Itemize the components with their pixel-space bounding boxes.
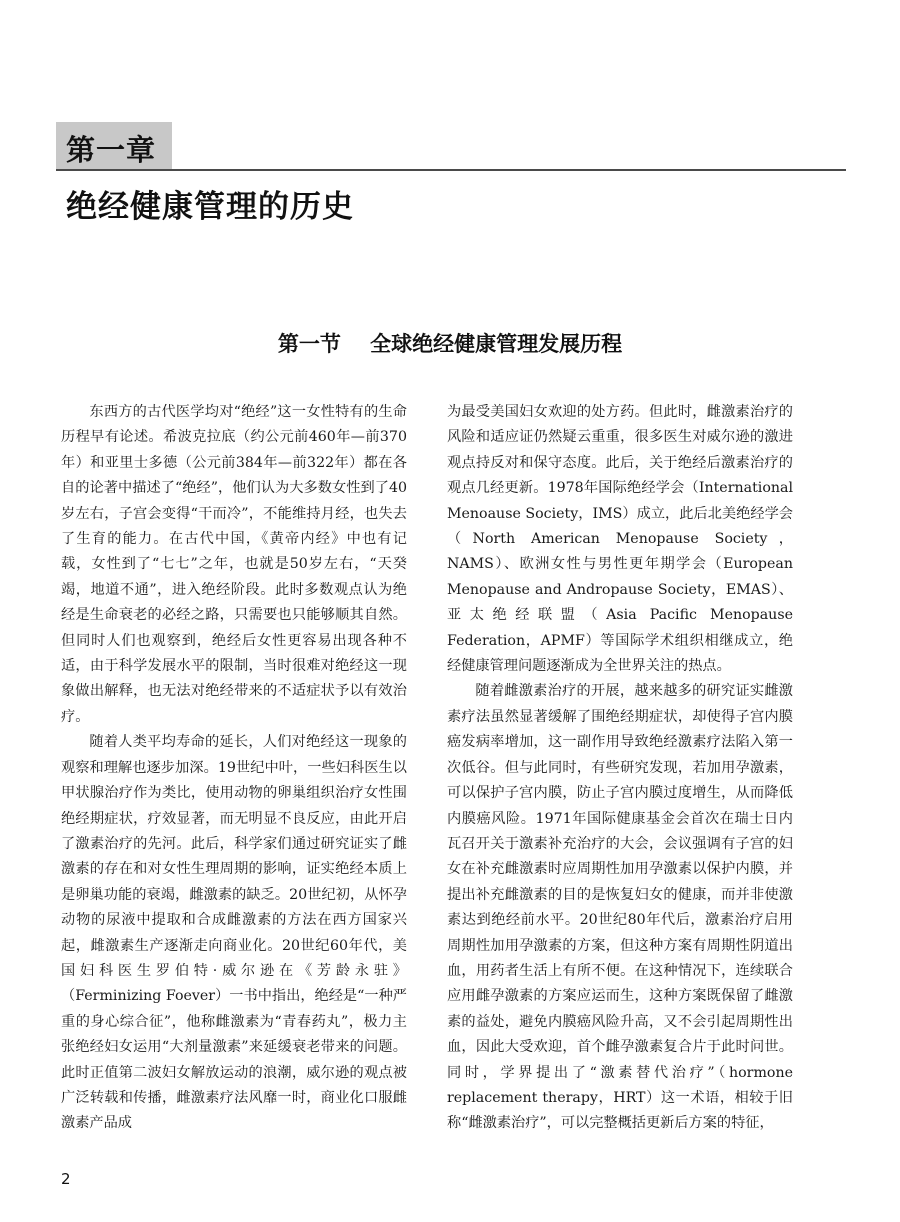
right-column	[447, 400, 793, 1170]
paragraph: 东西方的古代医学均对“绝经”这一女性特有的生命历程早有论述。希波克拉底（约公元前460年—前370年）和亚里士多德（公元前384年—前322年）都在各自的论著中描述了“绝经”，他们认为大多数女性到了40岁左右，子宫会变得“干而冷”，不能维持月经，也失去了生育的能力。在古代中国，《黄帝内经》中也有记载，女性到了“七七”之年，也就是50岁左右，“天癸竭，地道不通”，进入绝经阶段。此时多数观点认为绝经是生命衰老的必经之路，只需要也只能够顺其自然。但同时人们也观察到，绝经后女性更容易出现各种不适，由于科学发展水平的限制，当时很难对绝经这一现象做出解释，也无法对绝经带来的不适症状予以有效治疗。	[61, 404, 407, 725]
paragraph: 随着人类平均寿命的延长，人们对绝经这一现象的观察和理解也逐步加深。19世纪中叶，一些妇科医生以甲状腺治疗作为类比，使用动物的卵巢组织治疗女性围绝经期症状，疗效显著，而无明显不良反应，由此开启了激素治疗的先河。此后，科学家们通过研究证实了雌激素的存在和对女性生理周期的影响，证实绝经本质上是卵巢功能的衰竭，雌激素的缺乏。20世纪初，从怀孕动物的尿液中提取和合成雌激素的方法在西方国家兴起，雌激素生产逐渐走向商业化。20世纪60年代，美国妇科医生罗伯特·威尔逊在《芳龄永驻》（Ferminizing Foever）一书中指出，绝经是“一种严重的身心综合征”，他称雌激素为“青春药丸”，极力主张绝经妇女运用“大剂量激素”来延缓衰老带来的问题。此时正值第二波妇女解放运动的浪潮，威尔逊的观点被广泛转载和传播，雌激素疗法风靡一时，商业化口服雌激素产品成	[61, 734, 407, 1132]
paragraph-continued: 为最受美国妇女欢迎的处方药。但此时，雌激素治疗的风险和适应证仍然疑云重重，很多医生对威尔逊的激进观点持反对和保守态度。此后，关于绝经后激素治疗的观点几经更新。1978年国际绝经学会（International Menoause Society，IMS）成立，此后北美绝经学会（North American Menopause Society，NAMS）、欧洲女性与男性更年期学会（European Menopause and Andropause Society，EMAS）、亚太绝经联盟（Asia Pacific Menopause Federation，APMF）等国际学术组织相继成立，绝经健康管理问题逐渐成为全世界关注的热点。	[447, 404, 793, 675]
paragraph: 随着雌激素治疗的开展，越来越多的研究证实雌激素疗法虽然显著缓解了围绝经期症状，却使得子宫内膜癌发病率增加，这一副作用导致绝经激素疗法陷入第一次低谷。但与此同时，有些研究发现，若加用孕激素，可以保护子宫内膜，防止子宫内膜过度增生，从而降低内膜癌风险。1971年国际健康基金会首次在瑞士日内瓦召开关于激素补充治疗的大会，会议强调有子宫的妇女在补充雌激素时应周期性加用孕激素以保护内膜，并提出补充雌激素的目的是恢复妇女的健康，而并非使激素达到绝经前水平。20世纪80年代后，激素治疗启用周期性加用孕激素的方案，但这种方案有周期性阴道出血，用药者生活上有所不便。在这种情况下，连续联合应用雌孕激素的方案应运而生，这种方案既保留了雌激素的益处，避免内膜癌风险升高，又不会引起周期性出血，因此大受欢迎，首个雌孕激素复合片于此时问世。同时，学界提出了“激素替代治疗”（hormone replacement therapy，HRT）这一术语，相较于旧称“雌激素治疗”，可以完整概括更新后方案的特征，	[447, 683, 793, 1132]
chapter-label: 第一章	[66, 133, 157, 167]
section-title: 第一节 全球绝经健康管理发展历程	[277, 331, 623, 356]
chapter-divider	[56, 169, 846, 171]
chapter-title: 绝经健康管理的历史	[66, 189, 354, 225]
page-number: 2	[61, 1170, 71, 1188]
left-column	[61, 400, 407, 1170]
